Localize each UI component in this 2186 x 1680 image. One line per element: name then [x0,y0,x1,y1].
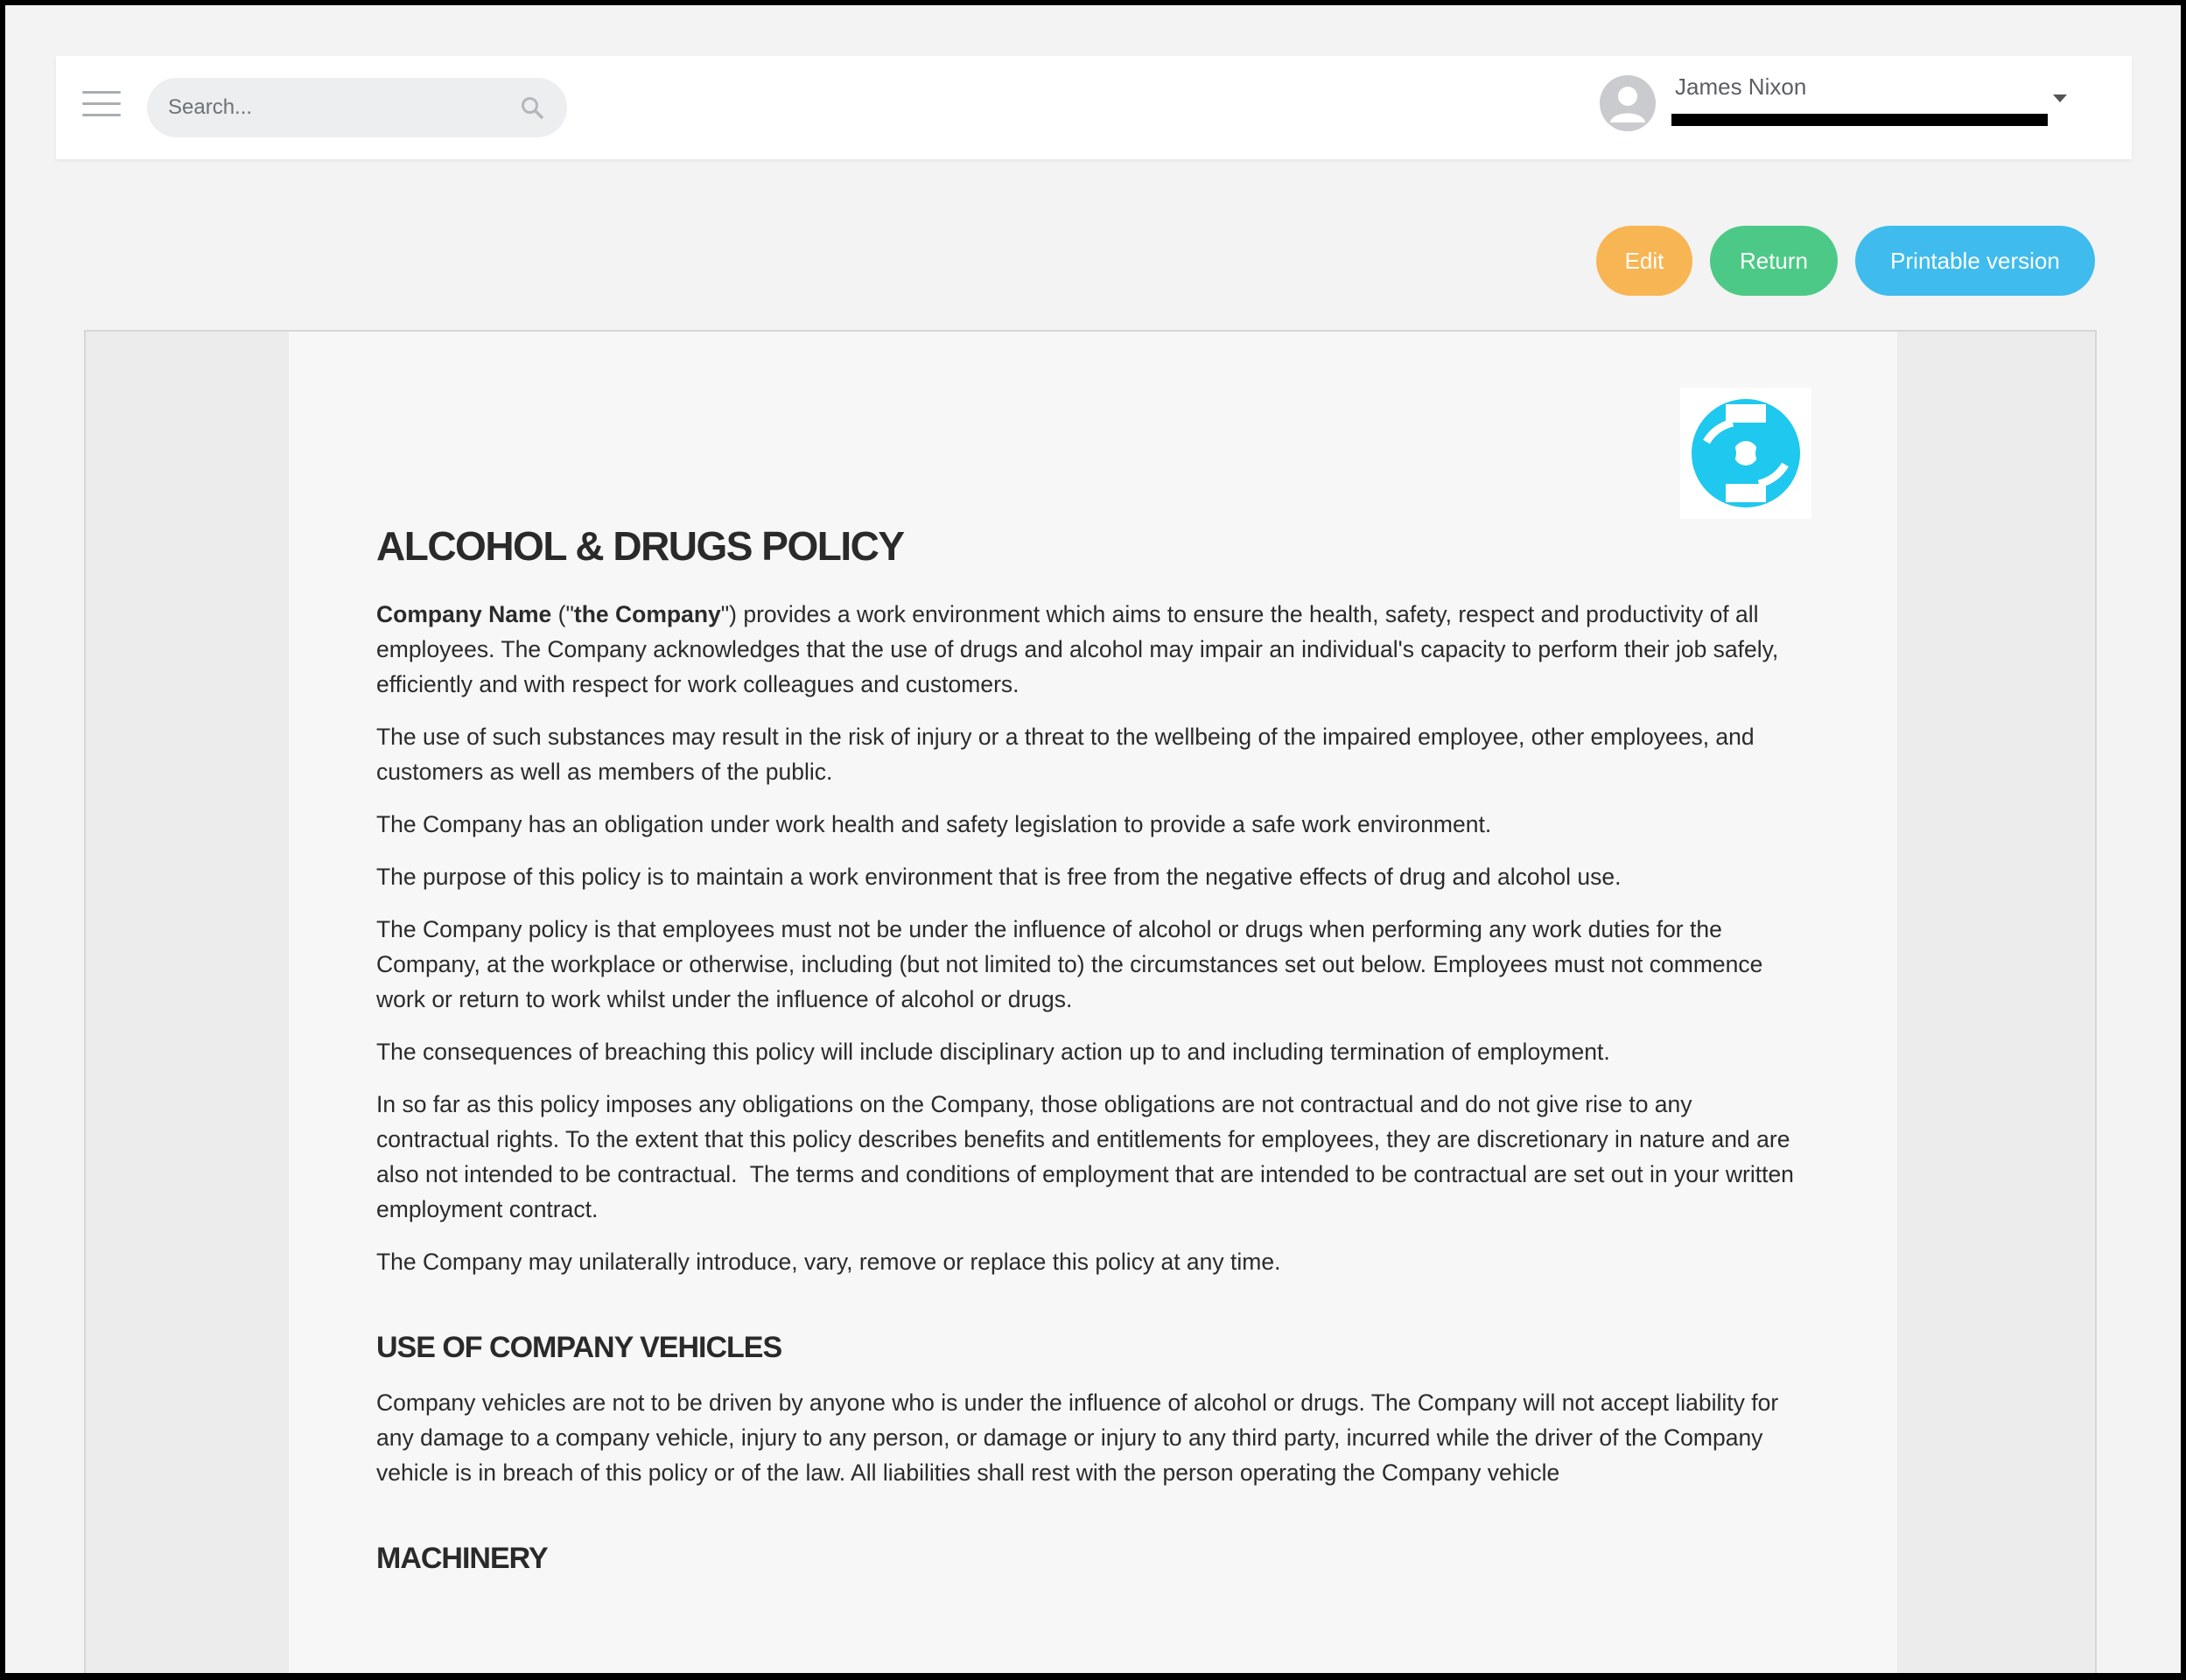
user-icon [1600,75,1656,131]
vehicles-paragraph: Company vehicles are not to be driven by anyone who is under the influence of alcohol or drugs. The Company will not accept liability for any damage to a company vehicle, injury to any person, or damage or injury to any third party, incurred while the driver of the Company vehicle is in breach of this policy or of the law. All liabilities shall rest with the person operating the Company vehicle [376,1389,1779,1486]
paragraph: The Company policy is that employees must not be under the influence of alcohol or drugs when performing any work duties for the Company, at the workplace or otherwise, including (but not limited to) the circumstances set out below. Employees must not commence work or return to work whilst under the influence of alcohol or drugs. [376,916,1763,1013]
document-title: ALCOHOL & DRUGS POLICY [376,523,904,569]
section-heading-vehicles: USE OF COMPANY VEHICLES [376,1331,782,1365]
logo-icon [1680,388,1811,519]
return-button[interactable]: Return [1710,226,1838,296]
printable-version-button[interactable]: Printable version [1855,226,2095,296]
top-bar [56,56,2132,159]
app-window [5,5,2181,1673]
paragraph: In so far as this policy imposes any obligations on the Company, those obligations are not contractual and do not give rise to any contractual rights. To the extent that this policy describes benefits and entitlements for employees, they are discretionary in nature and are also not intended to be contractual. The terms and conditions of employment that are intended to be contractual are set out in your written employment contract. [376,1091,1801,1223]
paragraph: The use of such substances may result in the risk of injury or a threat to the wellbeing of the impaired employee, other employees, and customers as well as members of the public. [376,724,1755,786]
search-icon[interactable] [520,95,544,120]
paragraph: The Company may unilaterally introduce, vary, remove or replace this policy at any time. [376,1249,1281,1276]
search-input[interactable] [147,78,567,137]
edit-button[interactable]: Edit [1596,226,1692,296]
menu-icon[interactable] [82,91,121,119]
user-menu[interactable] [1598,72,2088,145]
section-heading-machinery: MACHINERY [376,1541,548,1575]
company-name: Company Name [376,601,552,628]
user-name: James Nixon [1675,74,1807,100]
document-page [289,332,1897,1673]
avatar [1600,75,1656,131]
paragraph: The consequences of breaching this policy will include disciplinary action up to and including termination of employment. [376,1039,1610,1066]
paragraph: The purpose of this policy is to maintain a work environment that is free from the negative effects of drug and alcohol use. [376,864,1622,891]
document-content [376,522,1811,1596]
company-logo [1680,388,1811,519]
search-box [147,78,567,137]
intro-paragraph: Company Name ("the Company") provides a work environment which aims to ensure the health, safety, respect and productivity of all employees. The Company acknowledges that the use of drugs and alcohol may impair an individual's capacity to perform their job safely, efficiently and with respect for work colleagues and customers. [376,601,1779,698]
chevron-down-icon[interactable] [2053,94,2067,102]
paragraph: The Company has an obligation under work health and safety legislation to provide a safe work environment. [376,811,1492,838]
document-viewer [84,330,2097,1673]
redacted-email [1671,114,2048,126]
